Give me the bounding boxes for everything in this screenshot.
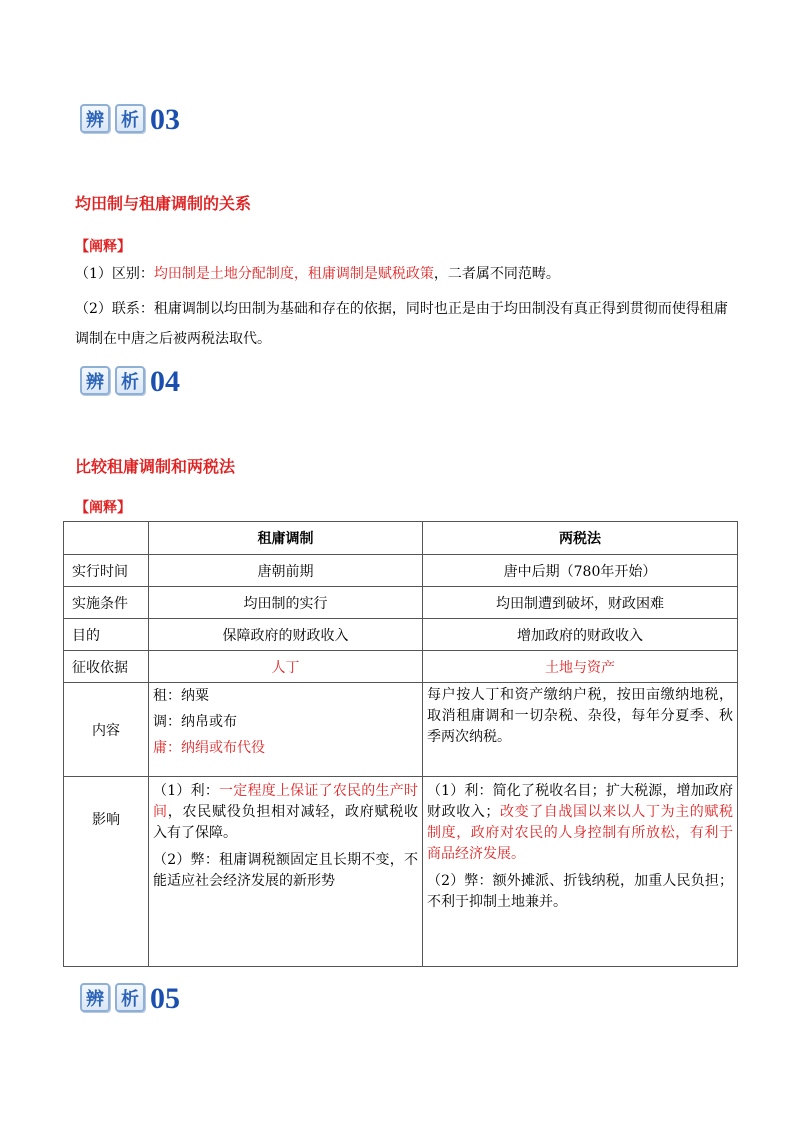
cell-b: 土地与资产 (423, 651, 738, 683)
badge-number: 04 (150, 365, 180, 398)
p1-suffix: ，二者属不同范畴。 (433, 266, 560, 282)
impact-a-red: 一定程度上保证了农民的生产时间 (153, 783, 418, 820)
table-row (64, 683, 738, 777)
cell-a: 均田制的实行 (149, 587, 423, 619)
paragraph-connection: （2）联系：租庸调制以均田制为基础和存在的依据，同时也正是由于均田制没有真正得到贯彻而使得租庸调制在中唐之后被两税法取代。 (75, 301, 728, 347)
cell-a: 人丁 (149, 651, 423, 683)
cell-b: 每户按人丁和资产缴纳户税，按田亩缴纳地税，取消租庸调和一切杂税、杂役，每年分夏季、秋季两次纳税。 (423, 683, 738, 777)
row-label: 实施条件 (64, 587, 149, 619)
row-label: 目的 (64, 619, 149, 651)
header-zuyongdiao: 租庸调制 (149, 522, 423, 555)
impact-b-red: 改变了自战国以来以人丁为主的赋税制度，政府对农民的人身控制有所放松，有利于商品经济发展。 (427, 804, 734, 862)
impact-a-1 (153, 781, 418, 844)
p1-sep: ， (293, 266, 308, 282)
cell-b (423, 777, 738, 967)
header-liangshuifa: 两税法 (423, 522, 738, 555)
row-label: 实行时间 (64, 555, 149, 587)
yong-char: 庸： (153, 740, 181, 756)
p1-prefix: （1）区别： (75, 266, 154, 282)
badge-char-xi: 析 (115, 366, 145, 395)
yong-text: 纳绢或布代役 (181, 740, 265, 756)
cell-b: 均田制遭到破坏，财政困难 (423, 587, 738, 619)
header-empty (64, 522, 149, 555)
impact-b-1 (427, 781, 733, 865)
badge-char-bian: 辨 (80, 983, 110, 1012)
explanation-tag: 【阐释】 (75, 500, 131, 516)
cell-a: 保障政府的财政收入 (149, 619, 423, 651)
badge-char-xi: 析 (115, 104, 145, 133)
table-row (64, 777, 738, 967)
cell-a (149, 683, 423, 777)
row-label: 影响 (64, 777, 149, 967)
section-title-04: 比较租庸调制和两税法 (75, 457, 236, 476)
impact-a-post: ，农民赋役负担相对减轻，政府赋税收入有了保障。 (153, 804, 418, 841)
table-row (64, 651, 738, 683)
cell-a (149, 777, 423, 967)
cell-b: 唐中后期（780年开始） (423, 555, 738, 587)
content-yong (153, 735, 418, 761)
section-title-03: 均田制与租庸调制的关系 (75, 194, 252, 213)
table-header-row (64, 522, 738, 555)
row-label: 内容 (64, 683, 149, 777)
explanation-tag: 【阐释】 (75, 239, 131, 255)
section-badge-04 (80, 365, 180, 398)
paragraph-difference (75, 261, 735, 288)
impact-b-pre: （1）利：简化了税收名目；扩大税源，增加政府财政收入； (427, 783, 733, 820)
row-label: 征收依据 (64, 651, 149, 683)
table-row (64, 587, 738, 619)
section-badge-03 (80, 103, 180, 136)
cell-a: 唐朝前期 (149, 555, 423, 587)
p1-red-1: 均田制是土地分配制度 (153, 266, 294, 282)
table-row (64, 619, 738, 651)
comparison-table (63, 521, 738, 967)
impact-a-2: （2）弊：租庸调税额固定且长期不变，不能适应社会经济发展的新形势 (153, 852, 418, 889)
content-diao: 调：纳帛或布 (153, 714, 237, 730)
p1-red-2: 租庸调制是赋税政策 (307, 266, 434, 282)
cell-b: 增加政府的财政收入 (423, 619, 738, 651)
impact-a-pre: （1）利： (153, 783, 220, 799)
badge-char-xi: 析 (115, 983, 145, 1012)
badge-number: 03 (150, 103, 180, 136)
content-zu: 租：纳粟 (153, 688, 209, 704)
badge-char-bian: 辨 (80, 104, 110, 133)
table-row (64, 555, 738, 587)
badge-number: 05 (150, 982, 180, 1015)
badge-char-bian: 辨 (80, 366, 110, 395)
impact-b-2: （2）弊：额外摊派、折钱纳税，加重人民负担；不利于抑制土地兼并。 (427, 873, 733, 910)
section-badge-05 (80, 982, 180, 1015)
